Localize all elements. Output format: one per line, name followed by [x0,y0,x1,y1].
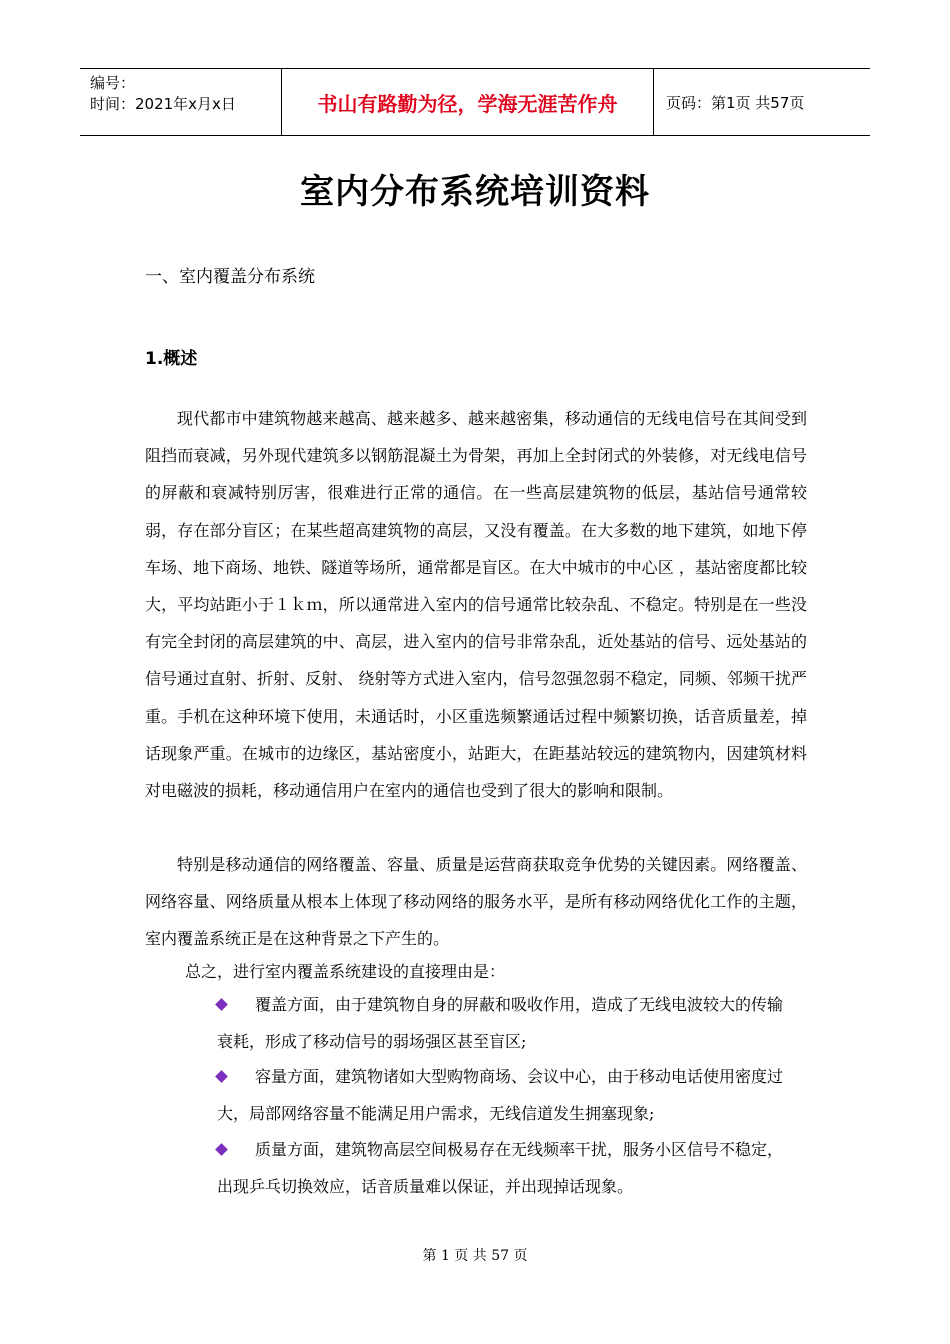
bullet-continuation: 衰耗，形成了移动信号的弱场强区甚至盲区; [217,1032,527,1051]
bullet-item-coverage [145,986,807,1060]
paragraph-reasons-intro: 总之，进行室内覆盖系统建设的直接理由是： [185,962,506,981]
subsection-heading: 1.概述 [145,349,198,369]
paragraph-network-factors: 特别是移动通信的网络覆盖、容量、质量是运营商获取竞争优势的关键因素。网络覆盖、网络容量、网络质量从根本上体现了移动网络的服务水平，是所有移动网络优化工作的主题，室内覆盖系统正是在这种背景之下产生的。 [145,855,807,949]
page-footer: 第 1 页 共 57 页 [422,1248,528,1264]
document-time-label: 时间：2021年x月x日 [90,95,236,113]
header-motto: 书山有路勤为径，学海无涯苦作舟 [282,69,654,135]
bullet-continuation: 出现乒乓切换效应，话音质量难以保证，并出现掉话现象。 [217,1177,634,1196]
bullet-item-capacity [145,1058,807,1132]
bullet-first-line: 质量方面，建筑物高层空间极易存在无线频率干扰，服务小区信号不稳定， [255,1140,784,1159]
bullet-continuation: 大，局部网络容量不能满足用户需求，无线信道发生拥塞现象; [217,1104,655,1123]
bullet-first-line: 覆盖方面，由于建筑物自身的屏蔽和吸收作用，造成了无线电波较大的传输 [255,995,784,1014]
header-table [80,68,870,136]
paragraph-overview: 现代都市中建筑物越来越高、越来越多、越来越密集，移动通信的无线电信号在其间受到阻挡而衰减，另外现代建筑多以钢筋混凝土为骨架，再加上全封闭式的外装修，对无线电信号的屏蔽和衰减特别厉害，很难进行正常的通信。在一些高层建筑物的低层，基站信号通常较弱，存在部分盲区；在某些超高建筑物的高层，又没有覆盖。在大多数的地下建筑，如地下停车场、地下商场、地铁、隧道等场所，通常都是盲区。在大中城市的中心区 ，基站密度都比较大，平均站距小于１ｋｍ，所以通常进入室内的信号通常比较杂乱、不稳定。特别是在一些没有完全封闭的高层建筑的中、高层，进入室内的信号非常杂乱，近处基站的信号、远处基站的信号通过直射、折射、反射、 绕射等方式进入室内，信号忽强忽弱不稳定，同频、邻频干扰严重。手机在这种环境下使用，未通话时，小区重选频繁通话过程中频繁切换，话音质量差，掉话现象严重。在城市的边缘区，基站密度小，站距大，在距基站较远的建筑物内，因建筑材料对电磁波的损耗，移动通信用户在室内的通信也受到了很大的影响和限制。 [145,409,807,801]
bullet-item-quality [145,1131,807,1205]
bullet-first-line: 容量方面，建筑物诸如大型购物商场、会议中心，由于移动电话使用密度过 [255,1067,784,1086]
document-title: 室内分布系统培训资料 [300,172,650,212]
section-heading: 一、室内覆盖分布系统 [145,267,315,287]
document-number-label: 编号： [90,74,136,92]
header-meta-cell [80,69,282,135]
header-page-info: 页码：第1页 共57页 [666,93,805,112]
